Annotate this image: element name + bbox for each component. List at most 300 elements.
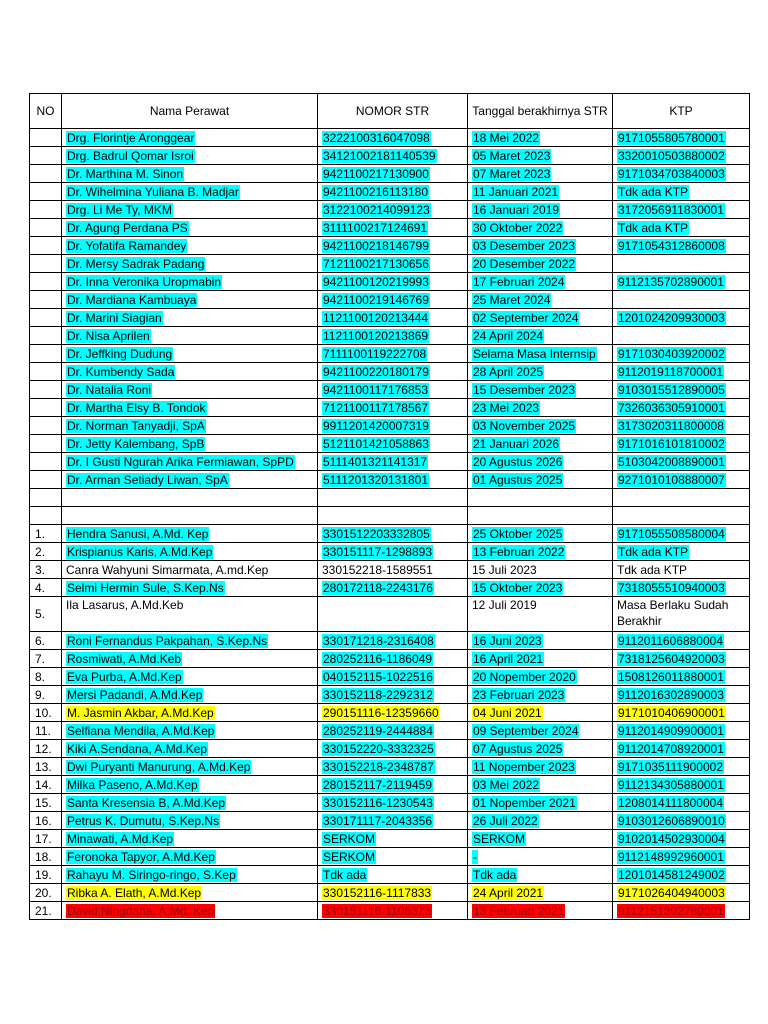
- row-number: 10.: [30, 704, 62, 722]
- ktp-number-cell: [613, 866, 750, 884]
- str-expiry-date: Selama Masa Internsip: [473, 346, 596, 361]
- nurse-name: Ila Lasarus, A.Md.Keb: [66, 598, 184, 612]
- nurse-name: Dr. Mardiana Kambuaya: [67, 292, 197, 307]
- str-expiry-date-cell: [468, 291, 613, 309]
- nurse-name-cell: [62, 776, 318, 794]
- str-expiry-date-cell: [468, 758, 613, 776]
- str-expiry-date-cell: [468, 668, 613, 686]
- table-row: [30, 884, 750, 902]
- nurse-name: Dr. Inna Veronika Uropmabin: [67, 274, 222, 289]
- str-number: 3122100214099123: [323, 202, 430, 217]
- header-no: NO: [30, 94, 62, 129]
- nurse-name-cell: [62, 165, 318, 183]
- ktp-number: 1201024209930003: [618, 310, 725, 325]
- str-number: 1121100120213869: [323, 328, 428, 343]
- nurse-name-cell: [62, 525, 318, 543]
- ktp-number: 9112134305880001: [618, 777, 724, 792]
- nurse-name-cell: [62, 650, 318, 668]
- nurse-name: Dr. Natalia Roni: [67, 382, 152, 397]
- table-row: [30, 345, 750, 363]
- nurse-name-cell: [62, 327, 318, 345]
- table-row: [30, 201, 750, 219]
- str-expiry-date: 11 Januari 2021: [473, 184, 559, 199]
- ktp-number: 9103015512890005: [618, 382, 725, 397]
- table-row: [30, 255, 750, 273]
- str-number-cell: [318, 417, 468, 435]
- str-number-cell: [318, 237, 468, 255]
- str-number-cell: [318, 650, 468, 668]
- str-number: 040152115-1022516: [323, 669, 433, 684]
- row-number: 6.: [30, 632, 62, 650]
- ktp-number-cell: [613, 543, 750, 561]
- row-number: [30, 255, 62, 273]
- table-row: [30, 507, 750, 525]
- table-row: [30, 758, 750, 776]
- nurse-name-cell: [62, 597, 318, 632]
- str-expiry-date: 13 Februari 2021: [473, 903, 565, 918]
- ktp-number-cell: [613, 435, 750, 453]
- str-expiry-date: 20 Nopember 2020: [473, 669, 576, 684]
- str-number-cell: [318, 381, 468, 399]
- ktp-number-cell: [613, 740, 750, 758]
- str-expiry-date: 12 Juli 2019: [472, 598, 537, 612]
- nurse-name-cell: [62, 417, 318, 435]
- ktp-number-cell: [613, 219, 750, 237]
- ktp-number: 9171055508580004: [618, 526, 725, 541]
- str-expiry-date: 13 Februari 2022: [473, 544, 565, 559]
- str-expiry-date-cell: [468, 255, 613, 273]
- ktp-number: 9171055805780001: [618, 130, 725, 145]
- str-number-cell: [318, 345, 468, 363]
- str-expiry-date-cell: [468, 740, 613, 758]
- nurse-name: Dr. Kumbendy Sada: [67, 364, 175, 379]
- str-number-cell: [318, 722, 468, 740]
- ktp-number: 9171054312860008: [618, 238, 725, 253]
- nurse-name-cell: [62, 399, 318, 417]
- str-number: 7111100119222708: [323, 346, 427, 361]
- str-number: 330152218-2348787: [323, 759, 434, 774]
- str-number-cell: [318, 165, 468, 183]
- ktp-number-cell: [613, 237, 750, 255]
- str-number: SERKOM: [323, 831, 376, 846]
- str-number: 9421100219146769: [323, 292, 429, 307]
- ktp-number-cell: [613, 812, 750, 830]
- str-expiry-date-cell: [468, 632, 613, 650]
- nurse-name-cell: [62, 543, 318, 561]
- nurse-name: Dr. Martha Elsy B. Tondok: [67, 400, 206, 415]
- table-row: [30, 273, 750, 291]
- str-expiry-date: SERKOM: [473, 831, 526, 846]
- ktp-number-cell: [613, 183, 750, 201]
- str-number: 9421100117176853: [323, 382, 428, 397]
- str-expiry-date: 15 Desember 2023: [473, 382, 576, 397]
- nurse-name-cell: [62, 363, 318, 381]
- row-number: [30, 489, 62, 507]
- ktp-number-cell: [613, 650, 750, 668]
- row-number: [30, 381, 62, 399]
- ktp-number: 9112014909900001: [618, 723, 724, 738]
- str-expiry-date-cell: [468, 147, 613, 165]
- ktp-number-cell: [613, 686, 750, 704]
- str-expiry-date-cell: [468, 543, 613, 561]
- str-expiry-date: 20 Agustus 2026: [473, 454, 563, 469]
- str-number: 290151116-12359660: [323, 705, 439, 720]
- table-row: [30, 812, 750, 830]
- str-expiry-date-cell: [468, 399, 613, 417]
- str-expiry-date-cell: [468, 866, 613, 884]
- str-number: 3111100217124691: [323, 220, 428, 235]
- nurse-name-cell: [62, 237, 318, 255]
- nurse-name: Hendra Sanusi, A.Md. Kep: [67, 526, 209, 541]
- ktp-number-cell: [613, 632, 750, 650]
- nurse-name: Ribka A. Elath, A.Md.Kep: [67, 885, 202, 900]
- str-number-cell: [318, 201, 468, 219]
- row-number: [30, 219, 62, 237]
- ktp-number-cell: [613, 848, 750, 866]
- str-expiry-date-cell: [468, 489, 613, 507]
- nurse-name-cell: [62, 309, 318, 327]
- row-number: 9.: [30, 686, 62, 704]
- str-expiry-date: 25 Oktober 2025: [473, 526, 563, 541]
- nurse-name: Krispianus Karis, A.Md.Kep: [67, 544, 213, 559]
- str-number-cell: [318, 561, 468, 579]
- ktp-number-cell: [613, 363, 750, 381]
- table-row: [30, 165, 750, 183]
- str-expiry-date: 03 November 2025: [473, 418, 576, 433]
- nurse-name-cell: [62, 902, 318, 920]
- row-number: [30, 183, 62, 201]
- str-number-cell: [318, 255, 468, 273]
- nurse-name: Dwi Puryanti Manurung, A.Md.Kep: [67, 759, 251, 774]
- nurse-name: Kiki A.Sendana, A.Md.Kep: [67, 741, 208, 756]
- str-expiry-date-cell: [468, 129, 613, 147]
- str-number-cell: [318, 273, 468, 291]
- str-expiry-date-cell: [468, 345, 613, 363]
- str-number-cell: [318, 597, 468, 632]
- str-expiry-date: 18 Mei 2022: [473, 130, 540, 145]
- table-row: [30, 848, 750, 866]
- table-row: [30, 704, 750, 722]
- ktp-number: 5103042008890001: [618, 454, 725, 469]
- table-row: [30, 435, 750, 453]
- nurse-name: Dr. Marthina M. Sinon: [67, 166, 184, 181]
- ktp-number: 7326036305910001: [618, 400, 725, 415]
- row-number: [30, 399, 62, 417]
- str-number: 280152117-2119459: [323, 777, 432, 792]
- str-expiry-date: 16 Juni 2023: [473, 633, 542, 648]
- table-row: [30, 561, 750, 579]
- ktp-number: 3172056911830001: [618, 202, 724, 217]
- ktp-number-cell: [613, 255, 750, 273]
- nurse-name-cell: [62, 381, 318, 399]
- str-number: 3301512203332805: [323, 526, 430, 541]
- str-number: 330151117-1298893: [323, 544, 432, 559]
- str-number-cell: [318, 543, 468, 561]
- header-name: Nama Perawat: [62, 94, 318, 129]
- str-number-cell: [318, 507, 468, 525]
- table-row: [30, 866, 750, 884]
- row-number: [30, 453, 62, 471]
- str-expiry-date-cell: [468, 812, 613, 830]
- nurse-name-cell: [62, 453, 318, 471]
- str-number: 330152116-1117833: [323, 885, 432, 900]
- row-number: 5.: [30, 597, 62, 632]
- row-number: 17.: [30, 830, 62, 848]
- str-number-cell: [318, 327, 468, 345]
- nurse-name-cell: [62, 866, 318, 884]
- table-row: [30, 129, 750, 147]
- nurse-name: Drg. Badrul Qomar Isroi: [67, 148, 194, 163]
- row-number: [30, 417, 62, 435]
- str-expiry-date-cell: [468, 363, 613, 381]
- str-expiry-date: 25 Maret 2024: [473, 292, 551, 307]
- row-number: [30, 309, 62, 327]
- str-number: 330171117-2043356: [323, 813, 432, 828]
- str-expiry-date-cell: [468, 309, 613, 327]
- table-row: [30, 183, 750, 201]
- row-number: 2.: [30, 543, 62, 561]
- nurse-name: Dr. Jetty Kalembang, SpB: [67, 436, 205, 451]
- str-number-cell: [318, 579, 468, 597]
- str-expiry-date-cell: [468, 776, 613, 794]
- row-number: 1.: [30, 525, 62, 543]
- str-number: 330152220-3332325: [323, 741, 434, 756]
- nurse-name: Roni Fernandus Pakpahan, S.Kep.Ns: [67, 633, 268, 648]
- ktp-number: 9171010406900001: [618, 705, 725, 720]
- row-number: [30, 507, 62, 525]
- str-expiry-date-cell: [468, 525, 613, 543]
- ktp-number-cell: [613, 453, 750, 471]
- str-expiry-date-cell: [468, 597, 613, 632]
- ktp-number-cell: [613, 147, 750, 165]
- ktp-number-cell: [613, 776, 750, 794]
- nurse-name-cell: [62, 291, 318, 309]
- nurse-name-cell: [62, 740, 318, 758]
- row-number: 20.: [30, 884, 62, 902]
- row-number: 14.: [30, 776, 62, 794]
- str-number-cell: [318, 129, 468, 147]
- str-expiry-date-cell: [468, 237, 613, 255]
- table-row: [30, 902, 750, 920]
- str-expiry-date-cell: [468, 650, 613, 668]
- table-row: [30, 543, 750, 561]
- nurse-name-cell: [62, 758, 318, 776]
- str-number: 280252116-1186049: [323, 651, 432, 666]
- table-row: [30, 417, 750, 435]
- ktp-number-cell: [613, 201, 750, 219]
- str-expiry-date: Tdk ada: [473, 867, 517, 882]
- str-number-cell: [318, 489, 468, 507]
- table-row: [30, 471, 750, 489]
- ktp-number: 9112019118700001: [618, 364, 723, 379]
- str-number-cell: [318, 704, 468, 722]
- nurse-name: Santa Kresensia B, A.Md.Kep: [67, 795, 226, 810]
- str-expiry-date-cell: [468, 561, 613, 579]
- nurse-name: Dr. Jeffking Dudung: [67, 346, 173, 361]
- ktp-number: 9171026404940003: [618, 885, 725, 900]
- nurse-name: Dr. Mersy Sadrak Padang: [67, 256, 205, 271]
- nurse-name-cell: [62, 686, 318, 704]
- table-row: [30, 830, 750, 848]
- row-number: 3.: [30, 561, 62, 579]
- nurse-name-cell: [62, 489, 318, 507]
- row-number: [30, 129, 62, 147]
- str-number: 330152116-1230543: [323, 795, 433, 810]
- nurse-name-cell: [62, 147, 318, 165]
- nurse-name-cell: [62, 812, 318, 830]
- ktp-number-cell: [613, 399, 750, 417]
- nurse-name-cell: [62, 507, 318, 525]
- nurse-name: Drg. Li Me Ty, MKM: [67, 202, 172, 217]
- str-expiry-date-cell: [468, 704, 613, 722]
- str-expiry-date: 30 Oktober 2022: [473, 220, 563, 235]
- ktp-number: 9112151302780001: [618, 903, 724, 918]
- row-number: 19.: [30, 866, 62, 884]
- str-expiry-date: 07 Agustus 2025: [473, 741, 563, 756]
- str-expiry-date: 23 Februari 2023: [473, 687, 565, 702]
- row-number: 11.: [30, 722, 62, 740]
- str-expiry-date: 20 Desember 2022: [473, 256, 576, 271]
- nurse-name: Selfiana Mendila, A.Md.Kep: [67, 723, 215, 738]
- str-number-cell: [318, 525, 468, 543]
- str-number: SERKOM: [323, 849, 376, 864]
- str-expiry-date: 04 Juni 2021: [473, 705, 542, 720]
- nurse-name-cell: [62, 561, 318, 579]
- str-number-cell: [318, 794, 468, 812]
- str-number-cell: [318, 399, 468, 417]
- str-expiry-date-cell: [468, 201, 613, 219]
- str-expiry-date: 01 Nopember 2021: [473, 795, 576, 810]
- ktp-number-cell: [613, 579, 750, 597]
- nurse-name-cell: [62, 183, 318, 201]
- row-number: 7.: [30, 650, 62, 668]
- ktp-number-cell: [613, 291, 750, 309]
- str-expiry-date-cell: [468, 219, 613, 237]
- row-number: 15.: [30, 794, 62, 812]
- header-str-expiry: Tanggal berakhirnya STR: [468, 94, 613, 129]
- ktp-number: Tdk ada KTP: [617, 562, 688, 577]
- nurse-name: Mersi Padandi, A.Md.Kep: [67, 687, 203, 702]
- str-number-cell: [318, 758, 468, 776]
- ktp-number: Tdk ada KTP: [618, 220, 689, 235]
- nurse-name: Dr. Nisa Aprilen: [67, 328, 150, 343]
- str-number: 5111401321141317: [323, 454, 428, 469]
- table-row: [30, 722, 750, 740]
- header-ktp: KTP: [613, 94, 750, 129]
- ktp-number-cell: [613, 507, 750, 525]
- nurse-name-cell: [62, 201, 318, 219]
- ktp-number: Tdk ada KTP: [618, 184, 689, 199]
- ktp-number-cell: [613, 417, 750, 435]
- str-expiry-date-cell: [468, 435, 613, 453]
- ktp-number-cell: [613, 884, 750, 902]
- nurse-name: Dr. Marini Siagian: [67, 310, 162, 325]
- str-number-cell: [318, 291, 468, 309]
- ktp-number-cell: [613, 561, 750, 579]
- str-expiry-date-cell: [468, 686, 613, 704]
- nurse-name: Rosmiwati, A.Md.Keb: [67, 651, 182, 666]
- str-expiry-date-cell: [468, 722, 613, 740]
- nurse-name: Selmi Hermin Sule, S.Kep.Ns: [67, 580, 224, 595]
- str-number-cell: [318, 812, 468, 830]
- nurse-name: David Ningdana, A,Md. Kep: [67, 903, 215, 918]
- table-row: [30, 291, 750, 309]
- table-row: [30, 327, 750, 345]
- nurse-name: Feronoka Tapyor, A.Md.Kep: [67, 849, 215, 864]
- row-number: 12.: [30, 740, 62, 758]
- ktp-number-cell: [613, 489, 750, 507]
- str-number-cell: [318, 309, 468, 327]
- str-expiry-date-cell: [468, 884, 613, 902]
- str-expiry-date-cell: [468, 381, 613, 399]
- str-expiry-date-cell: [468, 273, 613, 291]
- nurse-name-cell: [62, 848, 318, 866]
- str-expiry-date: 16 Januari 2019: [473, 202, 560, 217]
- str-number-cell: [318, 866, 468, 884]
- ktp-number: 9171016101810002: [618, 436, 725, 451]
- nurse-name-cell: [62, 794, 318, 812]
- table-row: [30, 381, 750, 399]
- str-expiry-date-cell: [468, 183, 613, 201]
- ktp-number: 9171030403920002: [618, 346, 725, 361]
- str-expiry-date-cell: [468, 327, 613, 345]
- table-row: [30, 740, 750, 758]
- ktp-number: 7318055510940003: [618, 580, 725, 595]
- row-number: 8.: [30, 668, 62, 686]
- ktp-number-cell: [613, 722, 750, 740]
- nurse-name: Petrus K. Dumutu, S.Kep.Ns: [67, 813, 220, 828]
- ktp-number: 9112135702890001: [618, 274, 724, 289]
- str-expiry-date: 15 Oktober 2023: [473, 580, 563, 595]
- str-expiry-date-cell: [468, 830, 613, 848]
- ktp-number: 9171034703840003: [618, 166, 725, 181]
- nurse-name-cell: [62, 579, 318, 597]
- table-row: [30, 686, 750, 704]
- row-number: 18.: [30, 848, 62, 866]
- nurse-name-cell: [62, 129, 318, 147]
- ktp-number: 1508126011880001: [618, 669, 724, 684]
- row-number: 21.: [30, 902, 62, 920]
- nurse-name: Dr. Norman Tanyadji, SpA: [67, 418, 205, 433]
- str-expiry-date: 03 Mei 2022: [473, 777, 540, 792]
- nurse-name-cell: [62, 632, 318, 650]
- str-expiry-date-cell: [468, 453, 613, 471]
- nurse-name: Canra Wahyuni Simarmata, A.md.Kep: [66, 562, 269, 577]
- str-number-cell: [318, 147, 468, 165]
- nurse-name: M. Jasmin Akbar, A.Md.Kep: [67, 705, 214, 720]
- table-row: [30, 219, 750, 237]
- table-row: [30, 525, 750, 543]
- ktp-number-cell: [613, 525, 750, 543]
- str-number-cell: [318, 183, 468, 201]
- row-number: [30, 165, 62, 183]
- ktp-number: 1201014581249002: [618, 867, 725, 882]
- str-number-cell: [318, 632, 468, 650]
- nurse-name: Dr. Arman Setiady Liwan, SpA: [67, 472, 228, 487]
- str-number: Tdk ada: [323, 867, 367, 882]
- str-number-cell: [318, 848, 468, 866]
- str-number: 280172118-2243176: [323, 580, 433, 595]
- str-expiry-date-cell: [468, 794, 613, 812]
- row-number: [30, 345, 62, 363]
- str-number: 9421100120219993: [323, 274, 429, 289]
- str-number-cell: [318, 219, 468, 237]
- str-number: 5121101421058863: [323, 436, 429, 451]
- str-number: 330151116-1106373: [323, 903, 432, 918]
- table-row: [30, 453, 750, 471]
- nurse-name: Drg. Florintje Aronggear: [67, 130, 195, 145]
- nurse-name: Rahayu M. Siringo-ringo, S.Kep: [67, 867, 236, 882]
